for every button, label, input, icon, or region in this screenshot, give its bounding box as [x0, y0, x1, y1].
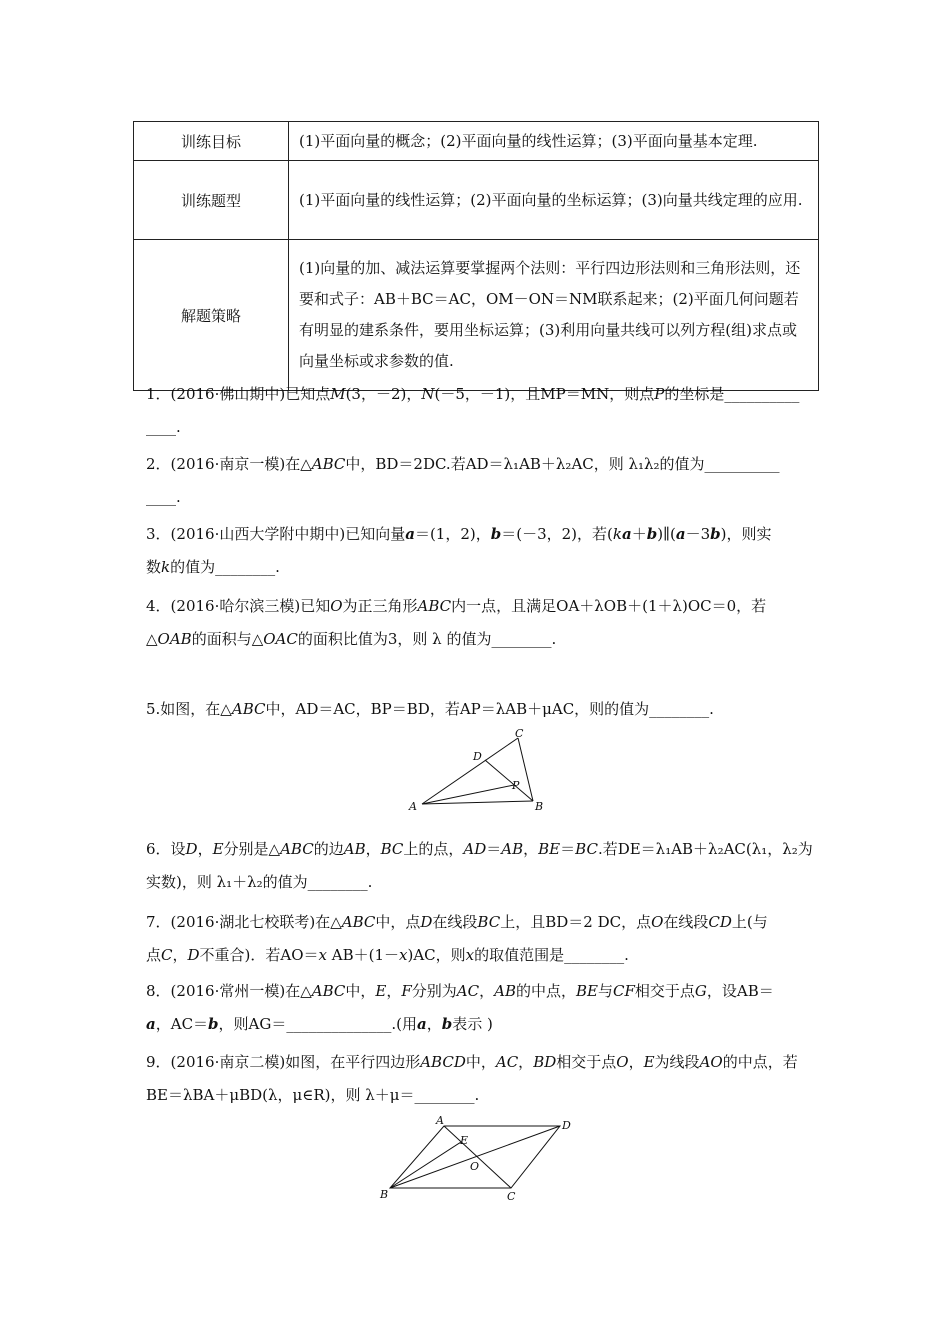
segment-be	[390, 1142, 461, 1188]
segment-bd	[485, 760, 533, 801]
row-label: 解题策略	[134, 240, 289, 391]
triangle-figure	[405, 728, 555, 818]
row-text: (1)向量的加、减法运算要掌握两个法则：平行四边形法则和三角形法则，还要和式子：AB＋BC＝AC，OM－ON＝NM联系起来；(2)平面几何问题若有明显的建系条件，要用坐标运算；(3)利用向量共线可以列方程(组)求点或向量坐标或求参数的值.	[289, 240, 819, 391]
question-8: 8．(2016·常州一模)在△ABC中，E，F分别为AC，AB的中点，BE与CF相交于点G，设AB＝ a，AC＝b，则AG＝______________.(用a，b表示 )	[146, 982, 774, 1033]
label-c: C	[507, 1190, 516, 1203]
question-3: 3．(2016·山西大学附中期中)已知向量a＝(1，2)，b＝(－3，2)，若(ka＋b)∥(a－3b)，则实 数k的值为________.	[146, 525, 772, 576]
label-c: C	[515, 728, 524, 740]
diagonal-bd	[390, 1126, 560, 1188]
row-text: (1)平面向量的线性运算；(2)平面向量的坐标运算；(3)向量共线定理的应用.	[289, 161, 819, 240]
question-5: 5.如图，在△ABC中，AD＝AC，BP＝BD，若AP＝λAB＋μAC，则的值为________.	[146, 700, 714, 718]
row-label: 训练题型	[134, 161, 289, 240]
question-6: 6．设D，E分别是△ABC的边AB，BC上的点，AD＝AB，BE＝BC.若DE＝λ₁AB＋λ₂AC(λ₁，λ₂为 实数)，则 λ₁＋λ₂的值为________.	[146, 840, 813, 891]
table-row	[134, 240, 819, 391]
question-1: 1．(2016·佛山期中)已知点M(3，－2)，N(－5，－1)，且MP＝MN，则点P的坐标是__________ ____.	[146, 385, 800, 436]
label-e: E	[460, 1134, 469, 1147]
label-b: B	[535, 800, 544, 813]
row-text: (1)平面向量的概念；(2)平面向量的线性运算；(3)平面向量基本定理.	[289, 122, 819, 161]
diagonal-ac	[444, 1126, 511, 1188]
question-9: 9．(2016·南京二模)如图，在平行四边形ABCD中，AC，BD相交于点O，E为线段AO的中点，若 BE＝λBA＋μBD(λ，μ∈R)，则 λ＋μ＝________.	[146, 1053, 798, 1104]
label-a: A	[436, 1114, 444, 1127]
training-info-table	[133, 121, 819, 391]
parallelogram-figure	[372, 1112, 582, 1204]
label-o: O	[470, 1160, 480, 1173]
side-bc	[518, 738, 533, 801]
row-label: 训练目标	[134, 122, 289, 161]
question-2: 2．(2016·南京一模)在△ABC中，BD＝2DC.若AD＝λ₁AB＋λ₂AC，则 λ₁λ₂的值为__________ ____.	[146, 455, 780, 506]
question-4: 4．(2016·哈尔滨三模)已知O为正三角形ABC内一点，且满足OA＋λOB＋(1＋λ)OC＝0，若 △OAB的面积与△OAC的面积比值为3，则 λ 的值为________.	[146, 597, 767, 648]
label-b: B	[380, 1188, 389, 1201]
side-ab	[422, 801, 533, 804]
label-a: A	[409, 800, 417, 813]
label-p: P	[512, 779, 520, 792]
label-d: D	[473, 750, 482, 763]
table-row	[134, 122, 819, 161]
table-row	[134, 161, 819, 240]
label-d: D	[562, 1119, 571, 1132]
question-7: 7．(2016·湖北七校联考)在△ABC中，点D在线段BC上，且BD＝2 DC，点O在线段CD上(与 点C，D不重合)．若AO＝x AB＋(1－x)AC，则x的取值范围是________.	[146, 913, 768, 964]
